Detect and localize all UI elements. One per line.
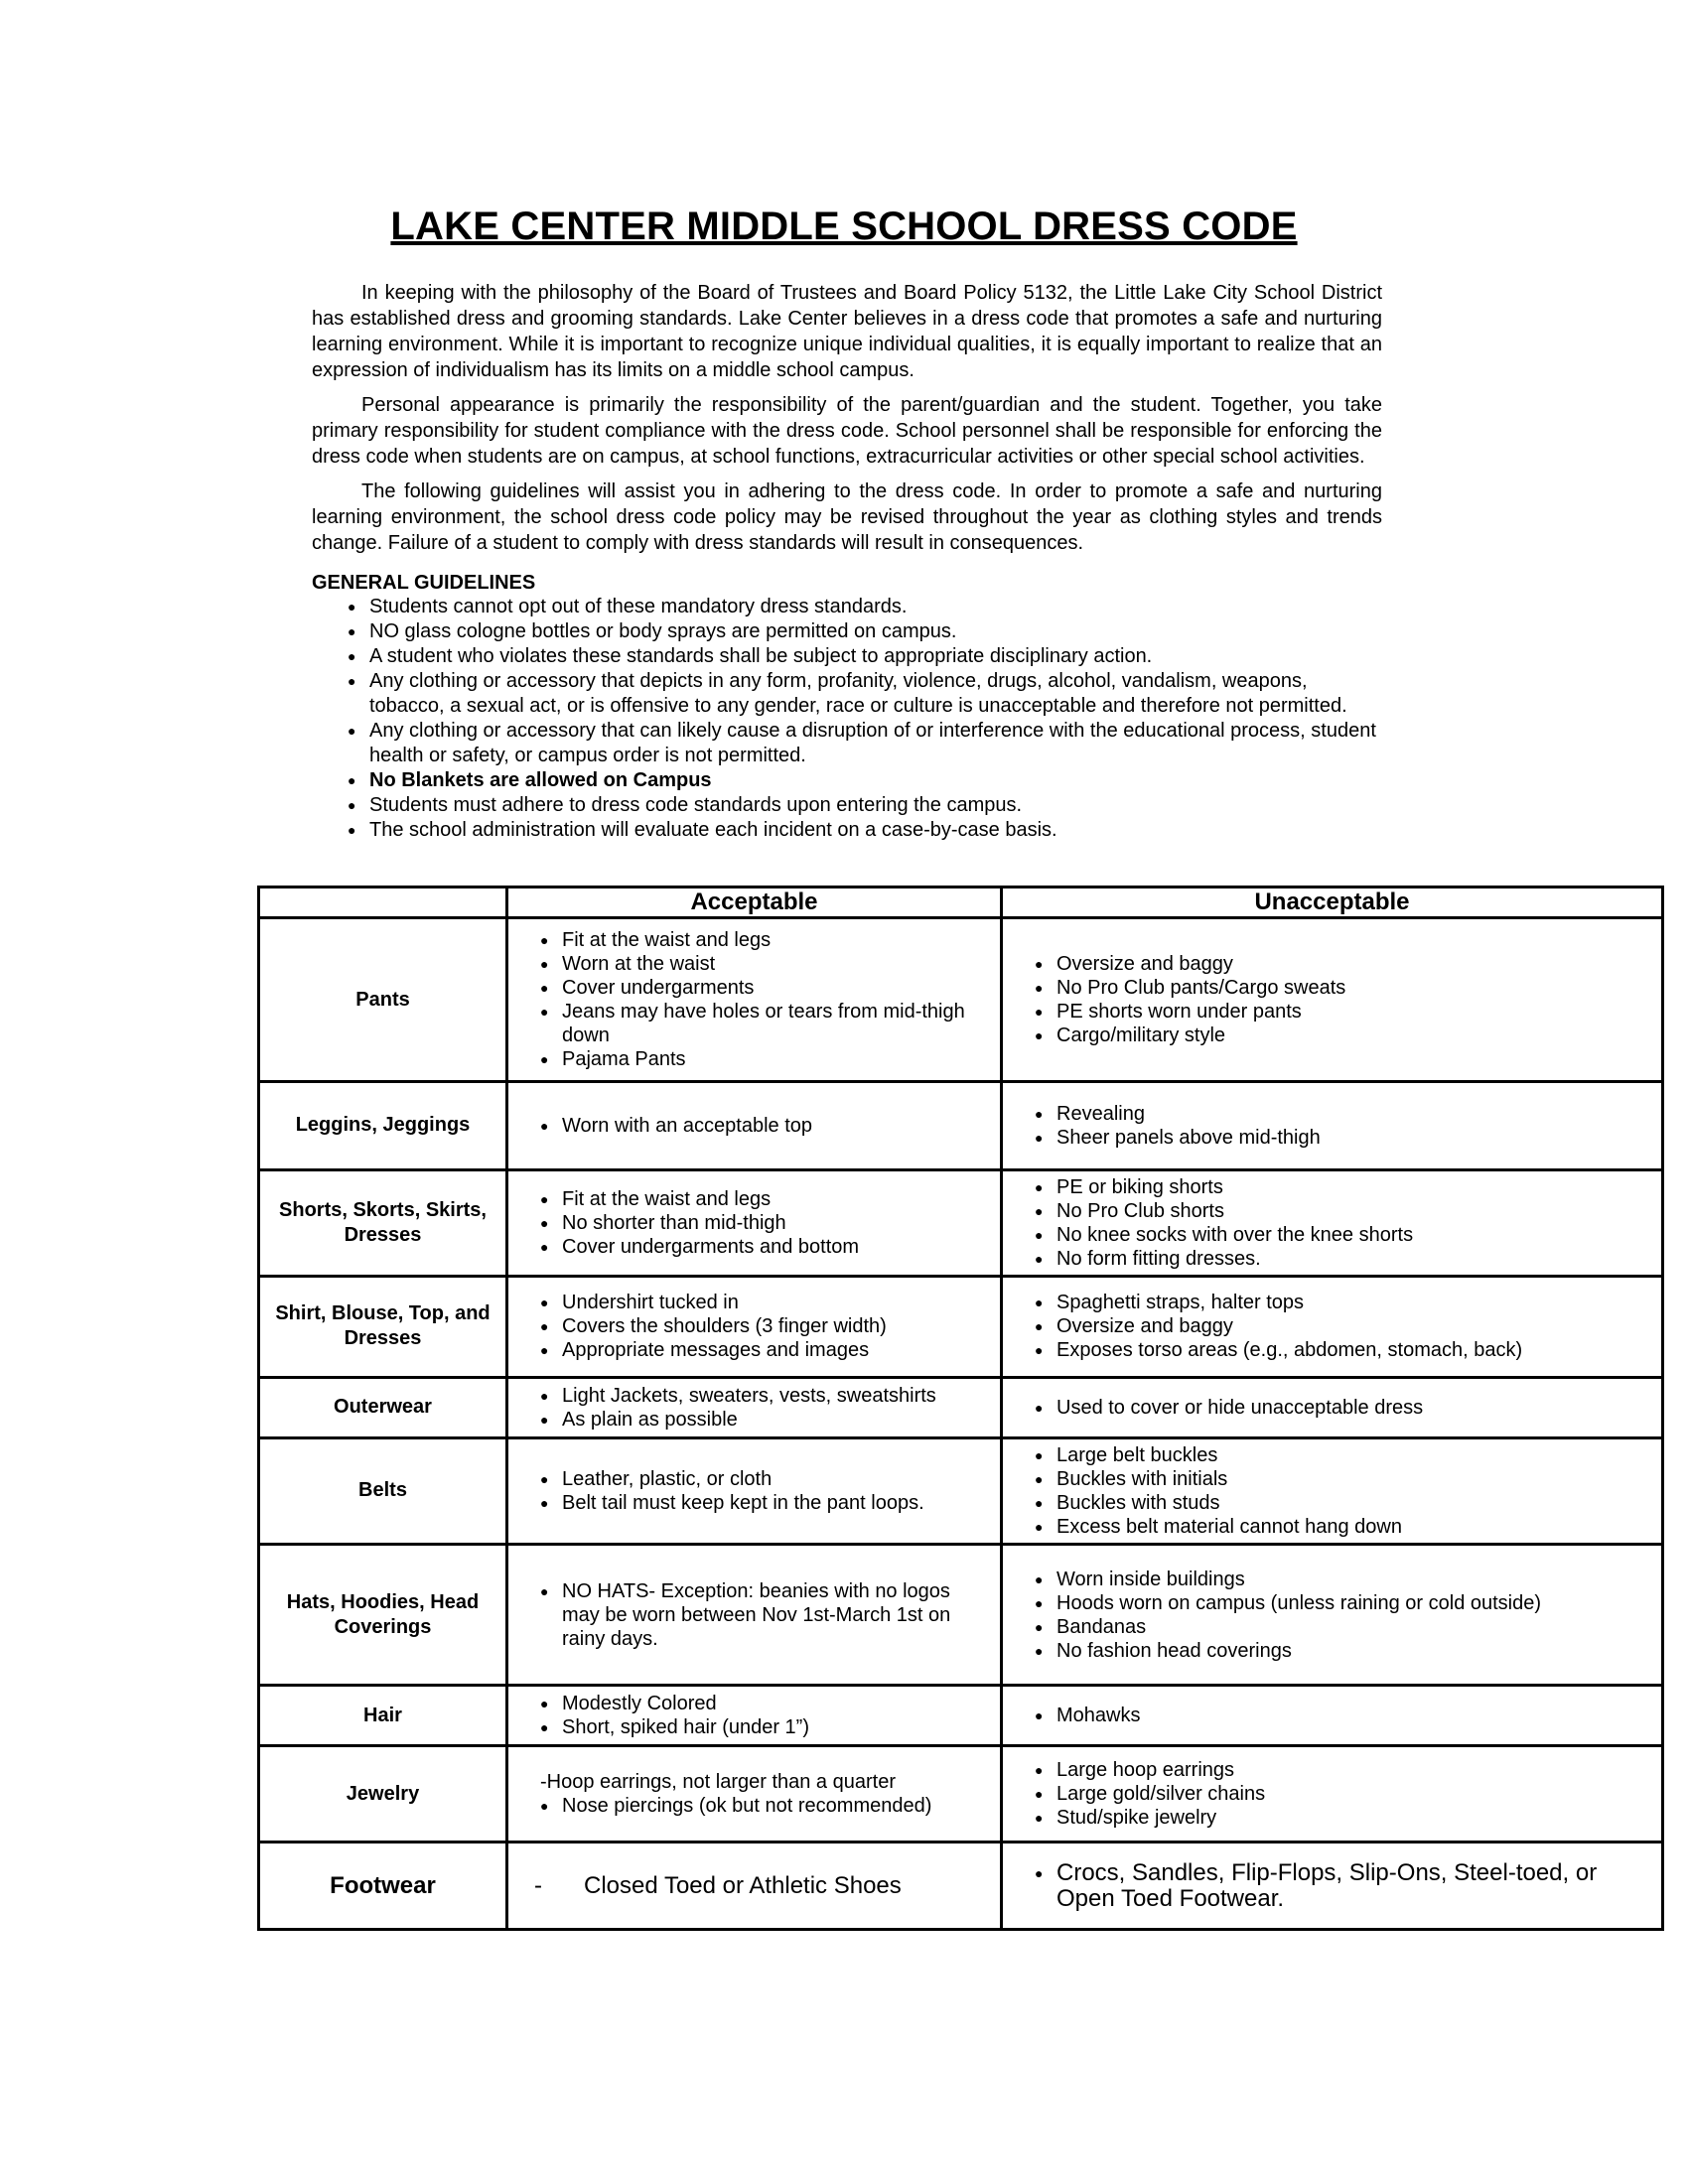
acceptable-cell	[507, 918, 1002, 1082]
intro-paragraph: In keeping with the philosophy of the Board of Trustees and Board Policy 5132, the Little Lake City School District has established dress and grooming standards. Lake Center believes in a dress code that promotes a safe and nurturing learning environment. While it is important to recognize unique individual qualities, it is equally important to realize that an expression of individualism has its limits on a middle school campus.	[312, 282, 1382, 381]
category-cell: Pants	[259, 918, 507, 1082]
unacceptable-item: ● Large belt buckles	[1035, 1443, 1651, 1467]
unacceptable-column-header: Unacceptable	[1002, 887, 1663, 918]
unacceptable-item: ● Used to cover or hide unacceptable dress	[1035, 1396, 1651, 1420]
guideline-item: ● A student who violates these standards shall be subject to appropriate disciplinary action.	[348, 644, 1382, 669]
acceptable-item: ● Short, spiked hair (under 1”)	[540, 1715, 990, 1739]
acceptable-item: ● Fit at the waist and legs	[540, 1187, 990, 1211]
guideline-item: ● Any clothing or accessory that depicts in any form, profanity, violence, drugs, alcohol, vandalism, weapons, tobacco, a sexual act, or is offensive to any gender, race or culture is unacceptable and therefore not permitted.	[348, 669, 1382, 719]
unacceptable-item: ● Large hoop earrings	[1035, 1758, 1651, 1782]
acceptable-list	[518, 1873, 990, 1899]
unacceptable-item: ● Excess belt material cannot hang down	[1035, 1515, 1651, 1539]
acceptable-list	[518, 1467, 990, 1515]
table-body	[259, 918, 1663, 1930]
table-row	[259, 1082, 1663, 1170]
category-cell: Hair	[259, 1686, 507, 1746]
unacceptable-item: ● Mohawks	[1035, 1704, 1651, 1727]
unacceptable-item: ● Hoods worn on campus (unless raining or cold outside)	[1035, 1591, 1651, 1615]
acceptable-column-header: Acceptable	[507, 887, 1002, 918]
acceptable-item: ● Undershirt tucked in	[540, 1291, 990, 1314]
unacceptable-item: ● Cargo/military style	[1035, 1024, 1651, 1047]
table-row	[259, 1169, 1663, 1276]
unacceptable-list	[1013, 1704, 1651, 1727]
unacceptable-item: ● Exposes torso areas (e.g., abdomen, stomach, back)	[1035, 1338, 1651, 1362]
dress-code-table	[257, 886, 1664, 1931]
category-cell: Footwear	[259, 1843, 507, 1930]
category-cell: Shorts, Skorts, Skirts, Dresses	[259, 1169, 507, 1276]
unacceptable-cell	[1002, 1437, 1663, 1544]
acceptable-cell	[507, 1169, 1002, 1276]
unacceptable-cell	[1002, 1843, 1663, 1930]
category-column-header	[259, 887, 507, 918]
table-row	[259, 1544, 1663, 1686]
acceptable-item: ● Jeans may have holes or tears from mid-thigh down	[540, 1000, 990, 1047]
intro-paragraph: Personal appearance is primarily the responsibility of the parent/guardian and the student. Together, you take primary responsibility for student compliance with the dress code. School personnel shall be responsible for enforcing the dress code when students are on campus, at school functions, extracurricular activities or other special school activities.	[312, 394, 1382, 468]
unacceptable-item: ● Oversize and baggy	[1035, 1314, 1651, 1338]
acceptable-list	[518, 1770, 990, 1818]
acceptable-cell	[507, 1544, 1002, 1686]
unacceptable-cell	[1002, 1082, 1663, 1170]
unacceptable-list	[1013, 1443, 1651, 1539]
unacceptable-list	[1013, 1291, 1651, 1362]
general-guidelines-list	[312, 595, 1382, 843]
category-cell: Hats, Hoodies, Head Coverings	[259, 1544, 507, 1686]
acceptable-item: ● Appropriate messages and images	[540, 1338, 990, 1362]
unacceptable-cell	[1002, 918, 1663, 1082]
unacceptable-item: ● Stud/spike jewelry	[1035, 1806, 1651, 1830]
unacceptable-cell	[1002, 1276, 1663, 1377]
unacceptable-item: ● Crocs, Sandles, Flip-Flops, Slip-Ons, Steel-toed, or Open Toed Footwear.	[1035, 1860, 1651, 1912]
acceptable-list	[518, 1291, 990, 1362]
acceptable-item: ● Pajama Pants	[540, 1047, 990, 1071]
acceptable-cell	[507, 1686, 1002, 1746]
acceptable-cell	[507, 1437, 1002, 1544]
unacceptable-list	[1013, 952, 1651, 1047]
unacceptable-item: ● Oversize and baggy	[1035, 952, 1651, 976]
category-cell: Leggins, Jeggings	[259, 1082, 507, 1170]
acceptable-item: ● Modestly Colored	[540, 1692, 990, 1715]
unacceptable-list	[1013, 1568, 1651, 1663]
intro-section	[312, 280, 1382, 843]
guideline-item: ● Any clothing or accessory that can likely cause a disruption of or interference with the educational process, student health or safety, or campus order is not permitted.	[348, 719, 1382, 768]
acceptable-item: ● As plain as possible	[540, 1408, 990, 1432]
acceptable-list	[518, 1114, 990, 1138]
acceptable-list	[518, 1579, 990, 1651]
acceptable-list	[518, 928, 990, 1071]
table-row	[259, 1746, 1663, 1843]
acceptable-item: ● Leather, plastic, or cloth	[540, 1467, 990, 1491]
acceptable-cell	[507, 1746, 1002, 1843]
guideline-item: ● No Blankets are allowed on Campus	[348, 768, 1382, 793]
guideline-item: ● Students must adhere to dress code standards upon entering the campus.	[348, 793, 1382, 818]
unacceptable-item: ● PE or biking shorts	[1035, 1175, 1651, 1199]
unacceptable-list	[1013, 1396, 1651, 1420]
unacceptable-item: ● No Pro Club shorts	[1035, 1199, 1651, 1223]
unacceptable-cell	[1002, 1746, 1663, 1843]
unacceptable-item: ● Large gold/silver chains	[1035, 1782, 1651, 1806]
category-cell: Shirt, Blouse, Top, and Dresses	[259, 1276, 507, 1377]
acceptable-item: ● No shorter than mid-thigh	[540, 1211, 990, 1235]
acceptable-item: ● Covers the shoulders (3 finger width)	[540, 1314, 990, 1338]
unacceptable-item: ● PE shorts worn under pants	[1035, 1000, 1651, 1024]
acceptable-item: ● Cover undergarments and bottom	[540, 1235, 990, 1259]
acceptable-item: -Hoop earrings, not larger than a quarter	[540, 1771, 896, 1794]
table-row	[259, 1276, 1663, 1377]
acceptable-cell	[507, 1276, 1002, 1377]
intro-paragraph: The following guidelines will assist you in adhering to the dress code. In order to promote a safe and nurturing learning environment, the school dress code policy may be revised throughout the year as clothing styles and trends change. Failure of a student to comply with dress standards will result in consequences.	[312, 480, 1382, 554]
table-row	[259, 1686, 1663, 1746]
acceptable-item: ● Fit at the waist and legs	[540, 928, 990, 952]
table-header-row	[259, 887, 1663, 918]
table-row	[259, 1843, 1663, 1930]
category-cell: Jewelry	[259, 1746, 507, 1843]
general-guidelines-heading: GENERAL GUIDELINES	[312, 572, 536, 594]
unacceptable-item: ● Spaghetti straps, halter tops	[1035, 1291, 1651, 1314]
acceptable-cell	[507, 1082, 1002, 1170]
acceptable-item: - Closed Toed or Athletic Shoes	[540, 1873, 990, 1899]
unacceptable-item: ● Revealing	[1035, 1102, 1651, 1126]
unacceptable-list	[1013, 1102, 1651, 1150]
category-cell: Belts	[259, 1437, 507, 1544]
acceptable-item: ● Belt tail must keep kept in the pant loops.	[540, 1491, 990, 1515]
unacceptable-item: ● Worn inside buildings	[1035, 1568, 1651, 1591]
acceptable-item: ● Cover undergarments	[540, 976, 990, 1000]
unacceptable-item: ● Bandanas	[1035, 1615, 1651, 1639]
unacceptable-item: ● No form fitting dresses.	[1035, 1247, 1651, 1271]
acceptable-list	[518, 1187, 990, 1259]
acceptable-item: ● Light Jackets, sweaters, vests, sweatshirts	[540, 1384, 990, 1408]
unacceptable-item: ● Buckles with studs	[1035, 1491, 1651, 1515]
unacceptable-list	[1013, 1860, 1651, 1912]
unacceptable-item: ● Buckles with initials	[1035, 1467, 1651, 1491]
guideline-item: ● Students cannot opt out of these mandatory dress standards.	[348, 595, 1382, 619]
unacceptable-list	[1013, 1758, 1651, 1830]
unacceptable-cell	[1002, 1377, 1663, 1437]
table-row	[259, 918, 1663, 1082]
page-title: LAKE CENTER MIDDLE SCHOOL DRESS CODE	[390, 205, 1298, 248]
unacceptable-item: ● No Pro Club pants/Cargo sweats	[1035, 976, 1651, 1000]
unacceptable-cell	[1002, 1686, 1663, 1746]
guideline-item: ● The school administration will evaluate each incident on a case-by-case basis.	[348, 818, 1382, 843]
acceptable-item: ● NO HATS- Exception: beanies with no logos may be worn between Nov 1st-March 1st on rainy days.	[540, 1579, 990, 1651]
unacceptable-cell	[1002, 1169, 1663, 1276]
acceptable-cell	[507, 1843, 1002, 1930]
acceptable-item: ● Worn with an acceptable top	[540, 1114, 990, 1138]
table-row	[259, 1377, 1663, 1437]
unacceptable-item: ● No knee socks with over the knee shorts	[1035, 1223, 1651, 1247]
guideline-item: ● NO glass cologne bottles or body sprays are permitted on campus.	[348, 619, 1382, 644]
acceptable-cell	[507, 1377, 1002, 1437]
acceptable-list	[518, 1692, 990, 1739]
unacceptable-item: ● No fashion head coverings	[1035, 1639, 1651, 1663]
unacceptable-cell	[1002, 1544, 1663, 1686]
acceptable-list	[518, 1384, 990, 1432]
category-cell: Outerwear	[259, 1377, 507, 1437]
unacceptable-list	[1013, 1175, 1651, 1271]
table-row	[259, 1437, 1663, 1544]
acceptable-item: ● Worn at the waist	[540, 952, 990, 976]
unacceptable-item: ● Sheer panels above mid-thigh	[1035, 1126, 1651, 1150]
acceptable-item: ● Nose piercings (ok but not recommended)	[540, 1794, 990, 1818]
